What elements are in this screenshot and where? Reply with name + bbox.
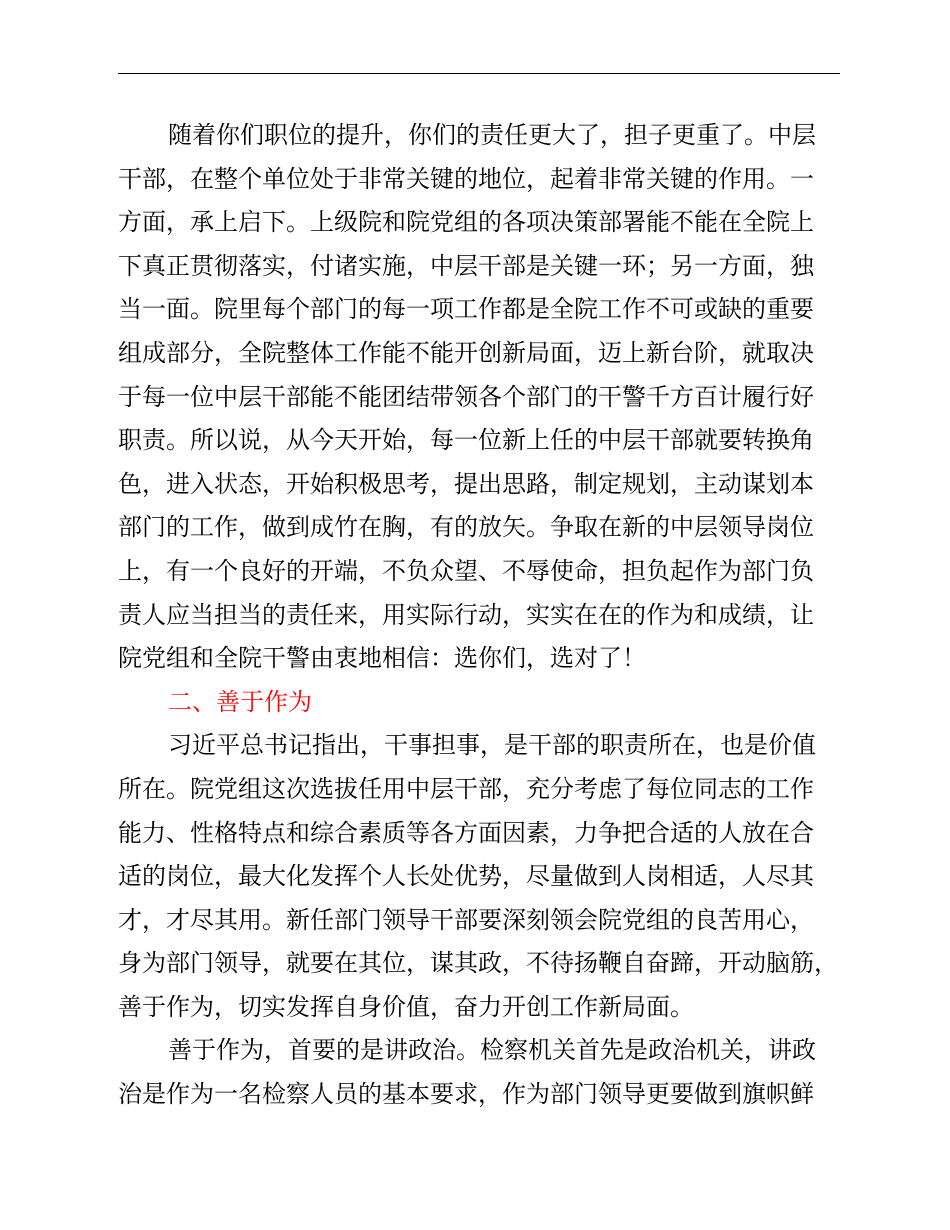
paragraph-1-line: 下真正贯彻落实，付诸实施，中层干部是关键一环；另一方面，独 [118,251,814,280]
section-heading: 二、善于作为 [168,687,312,716]
paragraph-3-line: 善于作为，首要的是讲政治。检察机关首先是政治机关，讲政 [168,1036,816,1065]
paragraph-2-line: 所在。院党组这次选拔任用中层干部，充分考虑了每位同志的工作 [118,774,814,803]
paragraph-1-line: 院党组和全院干警由衷地相信：选你们，选对了！ [118,644,646,673]
paragraph-2-line: 能力、性格特点和综合素质等各方面因素，力争把合适的人放在合 [118,818,814,847]
paragraph-1-line: 色，进入状态，开始积极思考，提出思路，制定规划，主动谋划本 [118,469,814,498]
paragraph-1-line: 干部，在整个单位处于非常关键的地位，起着非常关键的作用。一 [118,164,814,193]
paragraph-1-line: 当一面。院里每个部门的每一项工作都是全院工作不可或缺的重要 [118,295,814,324]
paragraph-1-line: 方面，承上启下。上级院和院党组的各项决策部署能不能在全院上 [118,208,814,237]
paragraph-2-line: 才，才尽其用。新任部门领导干部要深刻领会院党组的良苦用心， [118,905,814,934]
paragraph-2-line: 习近平总书记指出，干事担事，是干部的职责所在，也是价值 [168,731,816,760]
paragraph-3-line: 治是作为一名检察人员的基本要求，作为部门领导更要做到旗帜鲜 [118,1080,814,1109]
paragraph-1-line: 于每一位中层干部能不能团结带领各个部门的干警千方百计履行好 [118,382,814,411]
paragraph-2-line: 身为部门领导，就要在其位，谋其政，不待扬鞭自奋蹄，开动脑筋， [118,949,838,978]
paragraph-1-line: 组成部分，全院整体工作能不能开创新局面，迈上新台阶，就取决 [118,338,814,367]
document-body [118,114,840,1117]
paragraph-1-line: 责人应当担当的责任来，用实际行动，实实在在的作为和成绩，让 [118,600,814,629]
paragraph-1-line: 部门的工作，做到成竹在胸，有的放矢。争取在新的中层领导岗位 [118,513,814,542]
paragraph-1-line: 上，有一个良好的开端，不负众望、不辱使命，担负起作为部门负 [118,556,814,585]
paragraph-2-line: 适的岗位，最大化发挥个人长处优势，尽量做到人岗相适，人尽其 [118,862,814,891]
paragraph-2-line: 善于作为，切实发挥自身价值，奋力开创工作新局面。 [118,992,694,1021]
paragraph-1-line: 随着你们职位的提升，你们的责任更大了，担子更重了。中层 [168,121,816,149]
paragraph-1-line: 职责。所以说，从今天开始，每一位新上任的中层干部就要转换角 [118,426,814,455]
header-rule [118,73,840,74]
